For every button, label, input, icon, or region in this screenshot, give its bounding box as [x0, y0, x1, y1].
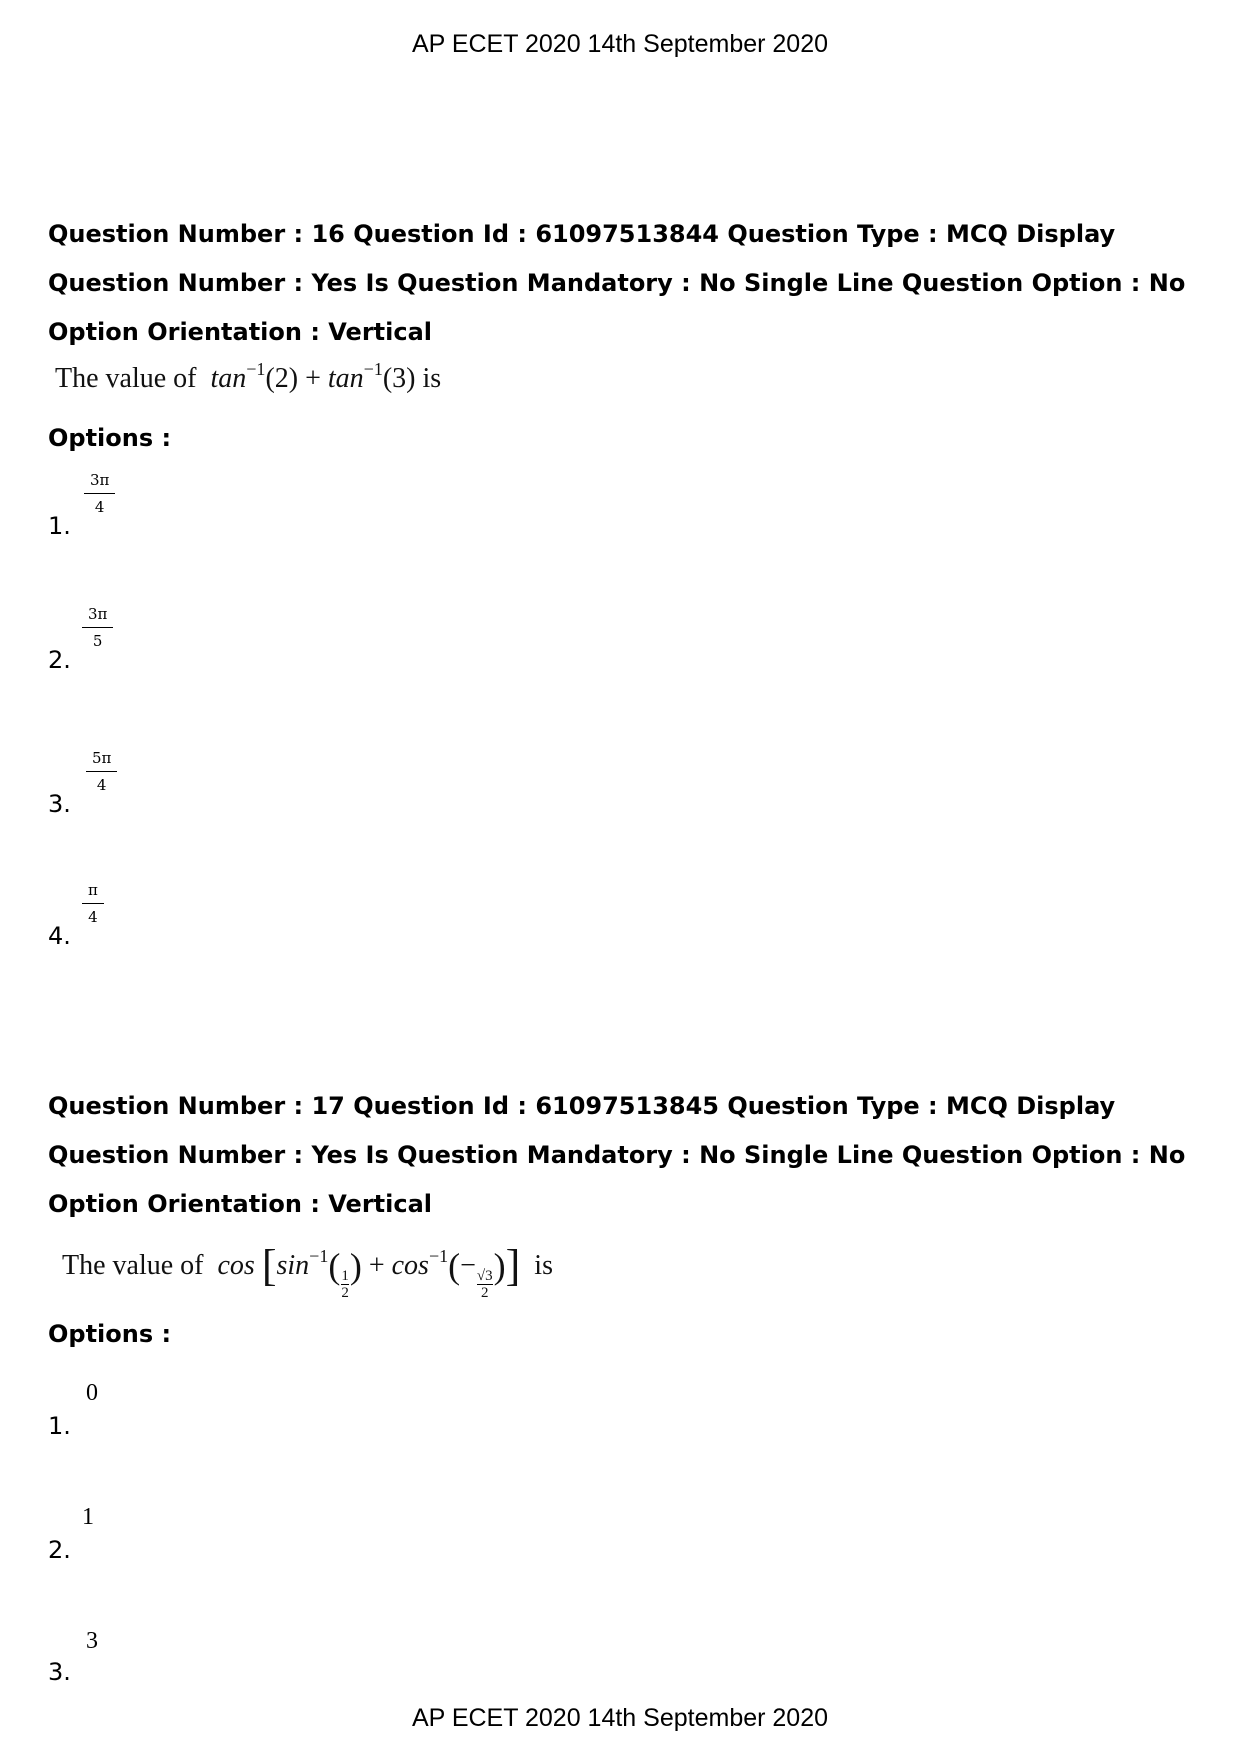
stem-fn2: cos — [391, 1250, 429, 1281]
option-number: 1. — [48, 1412, 71, 1440]
question-16-options-label: Options : — [48, 424, 172, 452]
fraction-numerator: 5π — [92, 749, 112, 767]
stem-term2-sup: −1 — [363, 359, 383, 379]
option-number: 4. — [48, 922, 71, 950]
fraction-denominator: 2 — [341, 1285, 349, 1301]
question-17-stem — [62, 1240, 553, 1301]
option-number: 2. — [48, 1536, 71, 1564]
fraction-denominator: 4 — [94, 498, 105, 516]
option-fraction — [82, 604, 113, 651]
stem-fn1-sup: −1 — [309, 1246, 329, 1266]
option-fraction — [82, 880, 104, 927]
stem-op: + — [305, 363, 321, 394]
stem-prefix: The value of — [62, 1250, 204, 1281]
stem-fn2-sup: −1 — [428, 1246, 449, 1266]
fraction-denominator: 2 — [481, 1285, 489, 1301]
stem-term2-fn: tan — [327, 363, 364, 394]
fraction-numerator: 1 — [341, 1268, 349, 1284]
stem-arg1-fraction — [341, 1268, 349, 1301]
fraction-numerator: 3π — [88, 605, 108, 623]
stem-outer-fn: cos — [217, 1250, 255, 1281]
stem-paren-open: ( — [328, 1246, 341, 1286]
fraction-numerator: π — [88, 881, 98, 899]
stem-arg2-fraction — [477, 1268, 493, 1301]
stem-term1-sup: −1 — [246, 359, 266, 379]
stem-term1-arg: (2) — [265, 363, 299, 394]
fraction-bar — [84, 493, 115, 494]
option-fraction — [86, 748, 117, 795]
question-17-meta: Question Number : 17 Question Id : 61097513845 Question Type : MCQ Display Question Number : Yes Is Question Mandatory : No Single Line Question Option : No Option Orientation : Vertical — [48, 1092, 1186, 1218]
stem-term1-fn: tan — [210, 363, 247, 394]
fraction-bar — [82, 627, 113, 628]
stem-suffix: is — [534, 1250, 553, 1281]
stem-op: + — [368, 1250, 385, 1281]
stem-fn1: sin — [276, 1250, 310, 1281]
fraction-denominator: 5 — [92, 632, 103, 650]
question-16-stem — [55, 359, 442, 395]
stem-paren-close: ) — [493, 1246, 506, 1286]
fraction-bar — [86, 771, 117, 772]
question-16-meta: Question Number : 16 Question Id : 61097513844 Question Type : MCQ Display Question Number : Yes Is Question Mandatory : No Single Line Question Option : No Option Orientation : Vertical — [48, 220, 1186, 346]
option-number: 1. — [48, 512, 71, 540]
question-17-options-label: Options : — [48, 1320, 172, 1348]
option-fraction — [84, 470, 115, 517]
fraction-denominator: 4 — [96, 776, 107, 794]
option-number: 2. — [48, 646, 71, 674]
stem-suffix: is — [422, 363, 442, 394]
option-value: 0 — [86, 1380, 98, 1406]
stem-arg2-sign: − — [460, 1250, 476, 1281]
page-footer: AP ECET 2020 14th September 2020 — [411, 1704, 829, 1732]
fraction-numerator: √3 — [476, 1268, 493, 1284]
option-number: 3. — [48, 790, 71, 818]
fraction-bar — [82, 903, 104, 904]
stem-close-bracket: ] — [505, 1241, 521, 1290]
fraction-denominator: 4 — [88, 908, 98, 926]
page-header: AP ECET 2020 14th September 2020 — [411, 30, 829, 58]
stem-term2-arg: (3) — [382, 363, 416, 394]
stem-paren-close: ) — [349, 1246, 362, 1286]
option-value: 3 — [86, 1628, 98, 1654]
fraction-numerator: 3π — [90, 471, 110, 489]
stem-prefix: The value of — [55, 363, 197, 394]
option-number: 3. — [48, 1658, 71, 1686]
stem-paren-open: ( — [448, 1246, 461, 1286]
stem-open-bracket: [ — [261, 1241, 277, 1290]
option-value: 1 — [82, 1504, 94, 1530]
